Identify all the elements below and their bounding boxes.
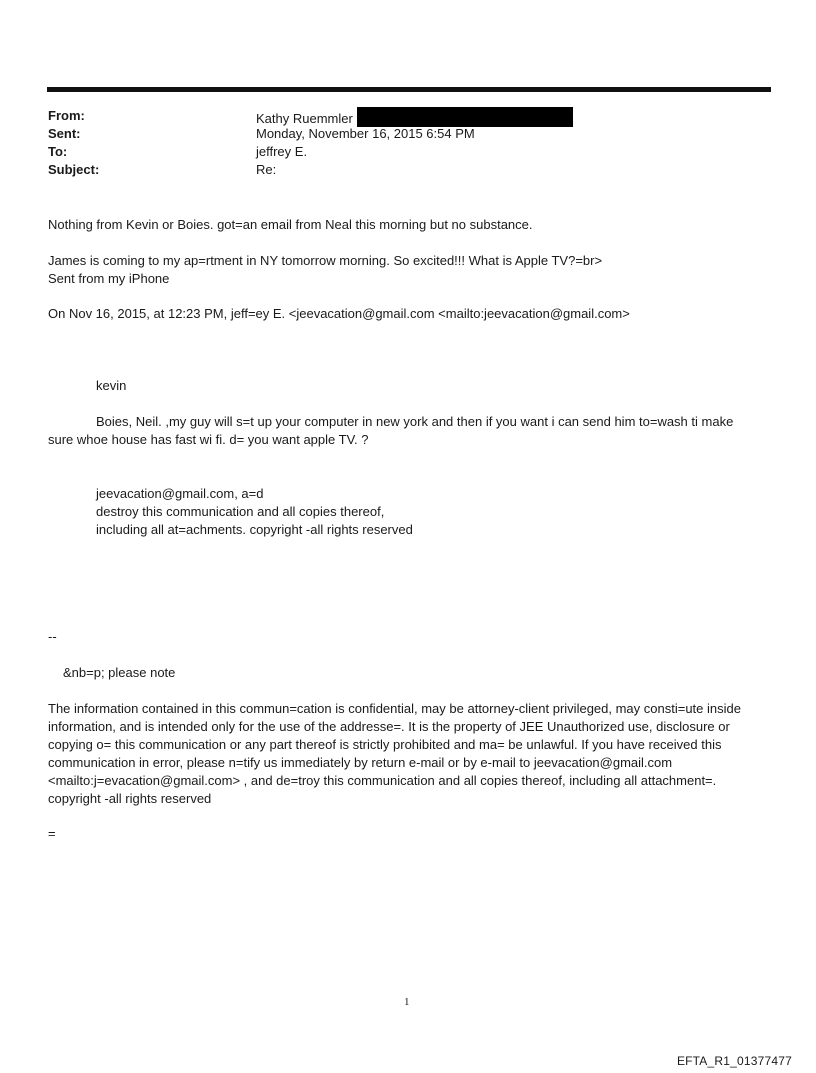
email-header (48, 107, 573, 179)
body-line-2: James is coming to my ap=rtment in NY tomorrow morning. So excited!!! What is Apple TV?=br> (48, 253, 603, 268)
signature-line-1: jeevacation@gmail.com, a=d (96, 486, 264, 501)
trailing-equals: = (48, 826, 56, 841)
sent-value: Monday, November 16, 2015 6:54 PM (256, 126, 475, 141)
please-note-line: &nb=p; please note (63, 665, 176, 680)
from-row (48, 107, 573, 125)
signature-line-2: destroy this communication and all copies thereof, (96, 504, 385, 519)
signature-line-3: including all at=achments. copyright -all rights reserved (96, 522, 413, 537)
disclaimer-paragraph: The information contained in this commun=cation is confidential, may be attorney-client privileged, may consti=ute inside information, and is intended only for the use of the addresse=. It is the property of JEE Unauthorized use, disclosure or copying o= this communication or any part thereof is strictly prohibited and ma= be unlawful. If you have received this communication in error, please n=tify us immediately by return e-mail or by e-mail to jeevacation@gmail.com <mailto:j=evacation@gmail.com> , and de=troy this communication and all copies thereof, including all attachment=. copyright -all rights reserved (48, 701, 741, 806)
to-value: jeffrey E. (256, 144, 308, 159)
redaction-block (357, 107, 573, 127)
from-label: From: (48, 108, 85, 123)
sent-row (48, 125, 573, 143)
to-row (48, 143, 573, 161)
document-id: EFTA_R1_01377477 (676, 1054, 792, 1068)
body-line-1: Nothing from Kevin or Boies. got=an email from Neal this morning but no substance. (48, 217, 533, 232)
page-number: 1 (404, 996, 410, 1008)
quoted-kevin: kevin (96, 378, 127, 393)
subject-value: Re: (256, 162, 277, 177)
separator-dashes: -- (48, 629, 57, 644)
from-value: Kathy Ruemmler (256, 111, 353, 126)
quoted-paragraph: Boies, Neil. ,my guy will s=t up your computer in new york and then if you want i can send him to=wash ti make sure whoe house has fast wi fi. d= you want apple TV. ? (48, 414, 734, 447)
subject-label: Subject: (48, 162, 100, 177)
body-line-3: Sent from my iPhone (48, 271, 170, 286)
header-rule (47, 87, 771, 92)
to-label: To: (48, 144, 68, 159)
quote-intro-line: On Nov 16, 2015, at 12:23 PM, jeff=ey E. <jeevacation@gmail.com <mailto:jeevacation@gmail.com> (48, 306, 630, 321)
sent-label: Sent: (48, 126, 81, 141)
subject-row (48, 161, 573, 179)
